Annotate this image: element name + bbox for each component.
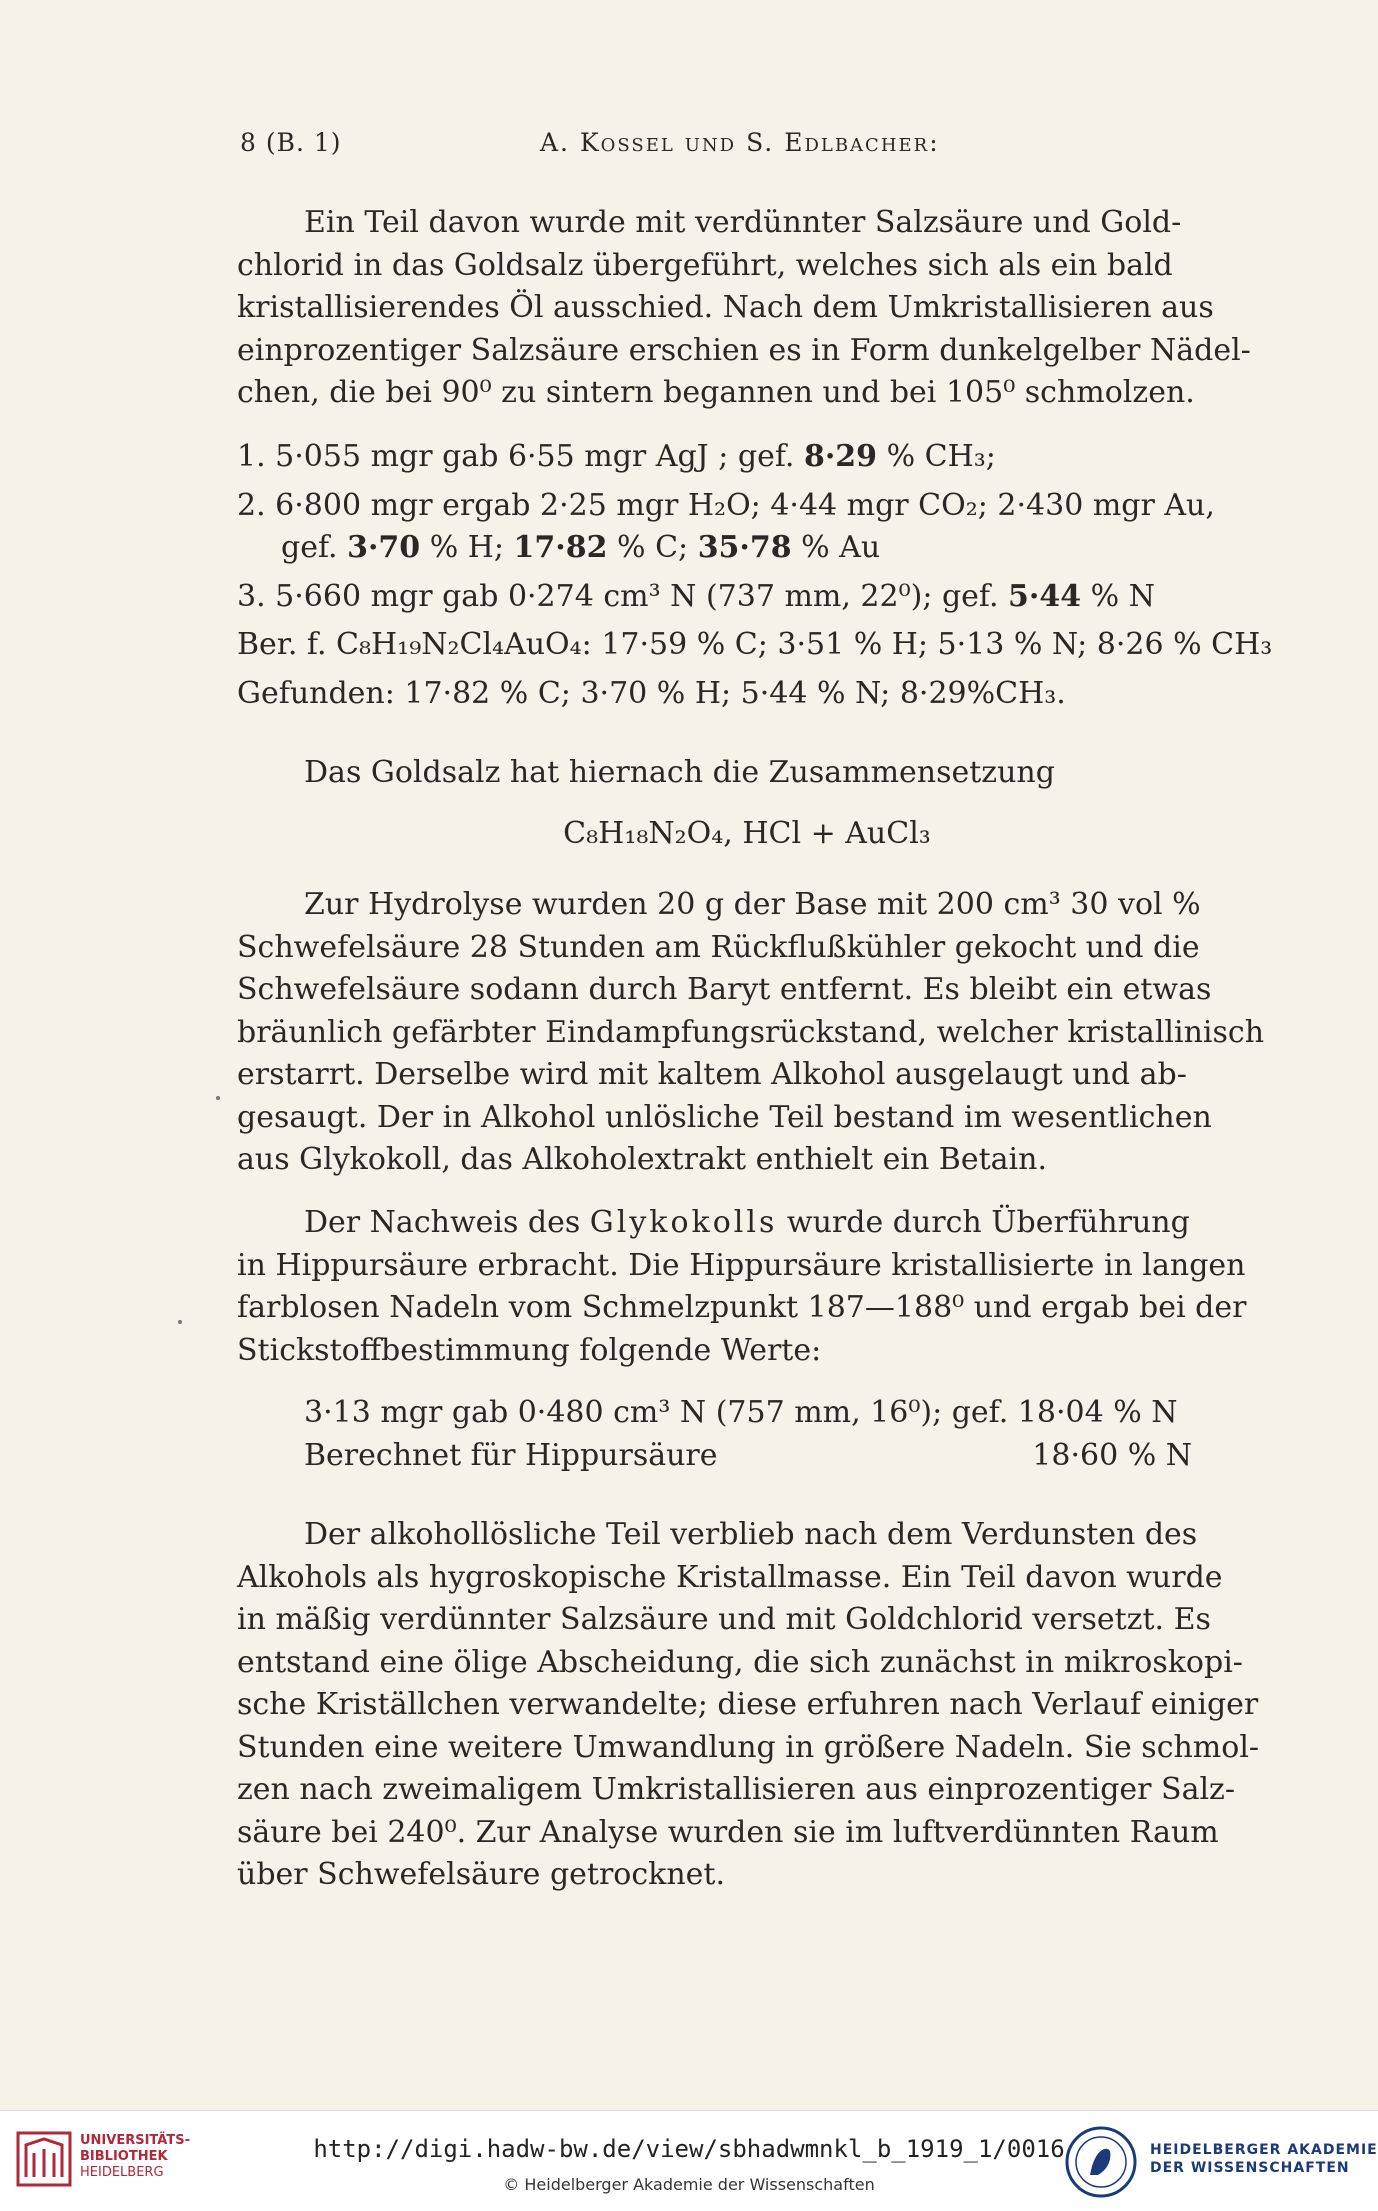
text-line: Stunden eine weitere Umwandlung in größere Nadeln. Sie schmol- (237, 1729, 1260, 1765)
calculated-value: Berechnet für Hippursäure 18·60 % N (304, 1437, 1192, 1473)
found-values: Gefunden: 17·82 % C; 3·70 % H; 5·44 % N; 8·29%CH₃. (237, 675, 1066, 711)
margin-mark (216, 1096, 220, 1100)
running-title: A. Kossel und S. Edlbacher: (540, 128, 940, 157)
text-line: Stickstoffbestimmung folgende Werte: (237, 1332, 822, 1368)
text-line: bräunlich gefärbter Eindampfungsrückstand, welcher kristallinisch (237, 1014, 1265, 1050)
margin-mark (178, 1320, 182, 1324)
text-line: Schwefelsäure sodann durch Baryt entfernt. Es bleibt ein etwas (237, 972, 1212, 1007)
paragraph-1 (237, 202, 1257, 415)
text-line: aus Glykokoll, das Alkoholextrakt enthielt ein Betain. (237, 1142, 1047, 1177)
found-value: 3·13 mgr gab 0·480 cm³ N (757 mm, 16⁰); gef. 18·04 % N (304, 1395, 1178, 1430)
analysis-block (237, 436, 1273, 715)
text-line: Der Nachweis des Glykokolls wurde durch Überführung (304, 1205, 1190, 1240)
text-line: zen nach zweimaligem Umkristallisieren aus einprozentiger Salz- (237, 1772, 1235, 1807)
text-line: farblosen Nadeln vom Schmelzpunkt 187—188⁰ und ergab bei der (237, 1290, 1247, 1325)
paragraph-3 (237, 884, 1265, 1182)
university-library-name[interactable]: UNIVERSITÄTS- BIBLIOTHEK HEIDELBERG (80, 2133, 190, 2180)
text-line: Schwefelsäure 28 Stunden am Rückflußkühler gekocht und die (237, 929, 1200, 965)
text-line: chlorid in das Goldsalz übergeführt, welches sich als ein bald (237, 247, 1173, 283)
text-line: über Schwefelsäure getrocknet. (237, 1857, 726, 1892)
formula: C₈H₁₈N₂O₄, HCl + AuCl₃ (563, 815, 931, 851)
text-line: erstarrt. Derselbe wird mit kaltem Alkohol ausgelaugt und ab- (237, 1057, 1187, 1092)
calculated-values: Ber. f. C₈H₁₉N₂Cl₄AuO₄: 17·59 % C; 3·51 % H; 5·13 % N; 8·26 % CH₃ (237, 627, 1273, 662)
text-line: Das Goldsalz hat hiernach die Zusammensetzung (304, 755, 1055, 790)
text-line: Zur Hydrolyse wurden 20 g der Base mit 200 cm³ 30 vol % (304, 887, 1201, 922)
hippuric-results (237, 1392, 1257, 1477)
text-line: Der alkohollösliche Teil verblieb nach dem Verdunsten des (304, 1517, 1198, 1552)
paragraph-5 (237, 1514, 1260, 1897)
text-line: säure bei 240⁰. Zur Analyse wurden sie im luftverdünnten Raum (237, 1814, 1219, 1850)
text-line: Ein Teil davon wurde mit verdünnter Salzsäure und Gold- (304, 205, 1182, 240)
analysis-3: 3. 5·660 mgr gab 0·274 cm³ N (737 mm, 22⁰); gef. 5·44 % N (237, 578, 1155, 614)
text-line: in mäßig verdünnter Salzsäure und mit Goldchlorid versetzt. Es (237, 1602, 1211, 1637)
analysis-2: 2. 6·800 mgr ergab 2·25 mgr H₂O; 4·44 mgr CO₂; 2·430 mgr Au, (237, 487, 1215, 523)
analysis-1: 1. 5·055 mgr gab 6·55 mgr AgJ ; gef. 8·29 % CH₃; (237, 439, 996, 474)
text-line: einprozentiger Salzsäure erschien es in Form dunkelgelber Nädel- (237, 332, 1251, 368)
academy-seal-icon[interactable] (1064, 2125, 1138, 2199)
text-line: kristallisierendes Öl ausschied. Nach dem Umkristallisieren aus (237, 290, 1214, 325)
paragraph-2 (237, 752, 1257, 855)
text-line: chen, die bei 90⁰ zu sintern begannen und bei 105⁰ schmolzen. (237, 375, 1195, 410)
page-number: 8 (B. 1) (240, 128, 342, 157)
text-line: entstand eine ölige Abscheidung, die sich zunächst in mikroskopi- (237, 1644, 1243, 1680)
analysis-2-result: gef. 3·70 % H; 17·82 % C; 35·78 % Au (281, 530, 881, 565)
viewer-footer (0, 2110, 1378, 2211)
paragraph-4 (237, 1202, 1257, 1372)
text-line: gesaugt. Der in Alkohol unlösliche Teil bestand im wesentlichen (237, 1099, 1212, 1135)
text-line: sche Kriställchen verwandelte; diese erfuhren nach Verlauf einiger (237, 1687, 1259, 1722)
text-line: Alkohols als hygroskopische Kristallmasse. Ein Teil davon wurde (237, 1559, 1223, 1595)
copyright-notice: © Heidelberger Akademie der Wissenschaften (503, 2175, 875, 2194)
text-line: in Hippursäure erbracht. Die Hippursäure kristallisierte in langen (237, 1247, 1246, 1283)
permalink-url[interactable]: http://digi.hadw-bw.de/view/sbhadwmnkl_b_1919_1/0016 (313, 2135, 1065, 2163)
academy-name[interactable]: HEIDELBERGER AKADEMIE DER WISSENSCHAFTEN (1150, 2142, 1378, 2176)
